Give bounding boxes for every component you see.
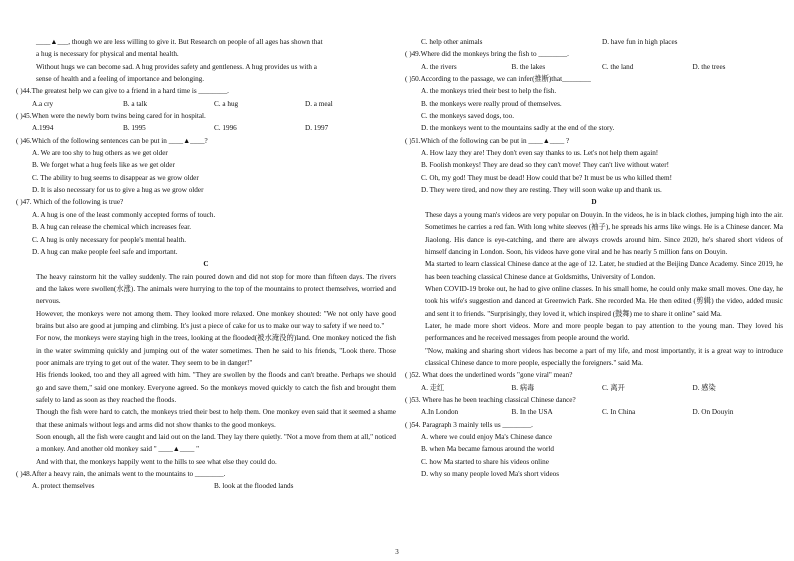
option-text: A. where we could enjoy Ma's Chinese dance [421,433,553,441]
passage-paragraph: Soon enough, all the fish were caught and laid out on the land. They lay there quietly. "Not a move from them at all," noticed a monkey. And another old monkey said " ____▲____ " [36,433,396,454]
option-row [16,98,396,110]
option-text: C. 1996 [214,124,237,133]
option-text: D. the monkeys went to the mountains sadly at the end of the story. [421,124,615,133]
question-stem: ( )46.Which of the following sentences can be put in ____▲____? [16,136,208,145]
option-text: B. Foolish monkeys! They are dead so they can't move! They can't live without water! [421,161,670,170]
text-line: And with that, the monkeys happily went to the hills to see what else they could do. [36,457,277,466]
question-stem: ( )49.Where did the monkeys bring the fish to ________. [405,50,569,59]
section-heading: C [203,260,209,269]
passage-paragraph: His friends looked, too and they all agreed with him. "They are swollen by the floods and can't breathe. Perhaps we should go and save them," said one monkey. Everyone agreed. So the monkeys moved quickly to catch the fish and brought them safely to land as soon as they reached the floods. [36,371,396,404]
option-text: B. In the USA [511,408,553,417]
option-row [16,122,396,134]
option-text: C. In China [602,408,636,417]
option-text: A. A hug is one of the least commonly accepted forms of touch. [32,210,216,219]
option-text: C. Oh, my god! They must be dead! How could that be? It must be us who killed them! [421,173,672,182]
question-stem: ( )44.The greatest help we can give to a friend in a hard time is ________. [16,87,229,96]
option-row [405,61,783,73]
option-text: B. the lakes [511,62,546,71]
option-text: B. the monkeys were really proud of themselves. [421,99,562,108]
passage-paragraph: Though the fish were hard to catch, the monkeys tried their best to help them. One monkey even said that it seemed a shame that these animals without legs and arms did not show thanks to the good monkeys. [36,408,396,429]
question-stem: ( )47. Which of the following is true? [16,198,124,207]
option-text: C. A hug is only necessary for people's mental health. [32,235,186,244]
option-text: A. the monkeys tried their best to help the fish. [421,87,557,96]
text-line: a hug is necessary for physical and mental health. [36,50,179,59]
option-text: C. a hug [214,99,239,108]
option-text: D. On Douyin [692,408,734,417]
passage-paragraph: These days a young man's videos are very popular on Douyin. In the videos, he is in black clothes, jumping high into the air. Sometimes he carries a red fan. With long white sleeves (袖子), he spreads his arms like wings. He is a Chinese dancer. Ma Jiaolong. His dance is eye-catching, and there are always crowds around him. Since 2020, he's shared short videos of himself dancing in London. Soon, his videos have gone viral and he has nearly 5 million fans on Douyin. [425,210,784,256]
option-text: B. A hug can release the chemical which increases fear. [32,223,192,232]
option-text: B. 病毒 [511,383,535,392]
option-text: C. the monkeys saved dogs, too. [421,112,515,121]
option-text: A. the rivers [421,62,457,71]
passage-paragraph: Later, he made more short videos. More and more people began to pay attention to the young man. They loved his performances and he received messages from people around the world. [425,321,783,343]
question-stem: ( )50.According to the passage, we can infer(推断)that________ [405,75,591,84]
passage-paragraph: Ma started to learn classical Chinese dance at the age of 12. Later, he studied at the Beijing Dance Academy. Since 2019, he has been teaching classical Chinese dance at Goldsmiths, University of London. [425,260,783,281]
text-line: ____▲___, though we are less willing to give it. But Research on people of all ages has shown that [36,38,323,46]
option-text: D. They were tired, and now they are resting. They will soon wake up and thank us. [421,186,662,195]
question-stem: ( )54. Paragraph 3 mainly tells us ________. [405,420,533,429]
option-text: B. We forget what a hug feels like as we get older [32,161,175,170]
question-stem: ( )52. What does the underlined words "gone viral" mean? [405,371,573,380]
question-stem: ( )53. Where has he been teaching classical Chinese dance? [405,395,576,404]
option-text: A. 走红 [421,383,445,392]
option-text: A. protect themselves [32,482,95,491]
option-text: C. the land [602,62,634,71]
section-heading: D [591,198,597,207]
option-text: D. a meal [305,99,333,108]
question-stem: ( )45.When were the newly born twins being cared for in hospital. [16,112,206,121]
option-row [405,406,783,418]
option-text: A. How lazy they are! They don't even say thanks to us. Let's not help them again! [421,149,659,158]
option-text: A.1994 [32,124,54,133]
option-text: D. It is also necessary for us to give a hug as we grow older [32,186,204,195]
option-text: C. help other animals [421,38,483,46]
passage-paragraph: The heavy rainstorm hit the valley suddenly. The rain poured down and did not stop for more than fifteen days. The rivers and the lakes were swollen(水涨). The animals were hurrying to the top of the mountains to protect themselves, worried and nervous. [36,272,396,306]
option-text: D. the trees [692,62,726,71]
option-text: B. 1995 [123,124,146,133]
passage-paragraph: "Now, making and sharing short videos has become a part of my life, and most importantly, it is a great way to introduce classical Chinese dance to more people, especially the foreigners." said Ma. [425,346,783,367]
option-row [405,382,783,394]
option-text: C. The ability to hug seems to disappear as we grow older [32,173,199,182]
text-line: sense of health and a feeling of importance and belonging. [36,75,205,84]
passage-paragraph: However, the monkeys were not among them. They looked more relaxed. One monkey shouted: "We not only have good brains but also are good at jumping and climbing. It's just a piece of cake for us to make our way to safety if we need to." [36,309,396,330]
right-column [405,36,783,480]
option-text: B. a talk [123,99,148,108]
option-text: A.In London [421,408,459,417]
option-text: A.a cry [32,99,54,108]
option-text: C. 离开 [602,383,625,392]
passage-paragraph: When COVID-19 broke out, he had to give online classes. In his small home, he could only make small moves. One day, he took his wife's suggestion and danced at Greenwich Park. She recorded Ma. He then edited (剪辑) the video, added music and sent it to friends. "Surprisingly, they loved it, which inspired (鼓舞) me to share it online" said Ma. [425,284,783,318]
option-text: D. 1997 [305,124,329,133]
option-row [405,36,783,48]
option-text: D. have fun in high places [602,38,678,46]
option-row [16,480,396,492]
passage-paragraph: For now, the monkeys were staying high in the trees, looking at the flooded(被水淹没的)land. One monkey noticed the fish in the water swimming quickly and jumping out of the water sometimes. Then he said to his friends, "Look there. Those poor animals are trying to get out of the water. They seem to be in danger!" [36,334,396,367]
question-stem: ( )51.Which of the following can be put in ____▲____ ? [405,136,570,145]
question-stem: ( )48.After a heavy rain, the animals went to the mountains to ________. [16,470,226,479]
option-text: D. why so many people loved Ma's short videos [421,470,560,479]
option-text: B. when Ma became famous around the world [421,445,554,454]
option-text: B. look at the flooded lands [214,482,294,491]
page-number: 3 [395,548,399,556]
option-text: D. 感染 [692,383,716,392]
left-column [16,36,396,493]
text-line: Without hugs we can become sad. A hug provides safety and gentleness. A hug provides us with a [36,62,317,71]
option-text: A. We are too shy to hug others as we get older [32,149,168,158]
option-text: D. A hug can make people feel safe and important. [32,247,178,256]
option-text: C. how Ma started to share his videos online [421,457,549,466]
